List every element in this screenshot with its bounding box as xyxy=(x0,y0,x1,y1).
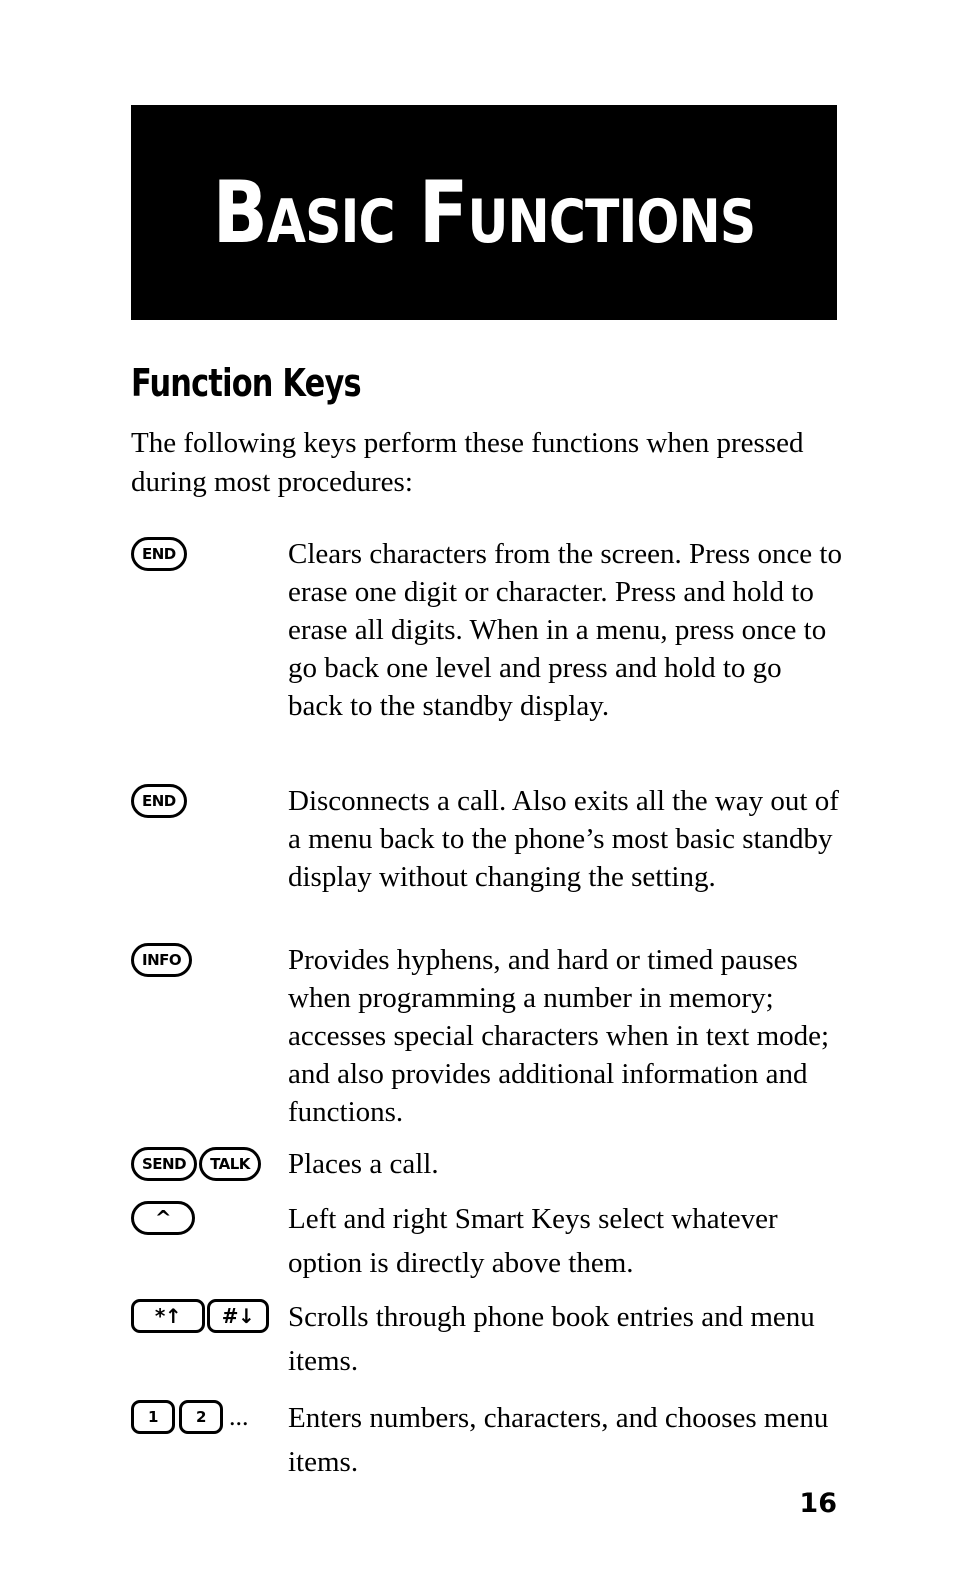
pound-down-key-icon: #↓ xyxy=(207,1299,269,1333)
key-icons xyxy=(131,1147,261,1181)
key-icons xyxy=(131,537,187,571)
key-icons xyxy=(131,1299,269,1333)
end-key-icon: END xyxy=(131,537,187,571)
key-description: Left and right Smart Keys select whatever option is directly above them. xyxy=(288,1203,778,1279)
key-icons xyxy=(131,784,187,818)
key-icons xyxy=(131,943,192,977)
chapter-title: Basic Functions xyxy=(212,163,756,263)
section-heading: Function Keys xyxy=(131,361,361,405)
caret-up-icon: ^ xyxy=(154,1206,172,1230)
key-description: Provides hyphens, and hard or timed pauses when programming a number in memory; accesses special characters when in text mode; and also provides additional information and functions. xyxy=(288,944,830,1128)
smart-key-icon xyxy=(131,1201,195,1235)
star-up-key-icon: *↑ xyxy=(131,1299,205,1333)
key-description: Disconnects a call. Also exits all the way out of a menu back to the phone’s most basic standby display without changing the setting. xyxy=(288,785,839,893)
number-two-key-icon: 2 xyxy=(179,1400,223,1434)
chapter-banner xyxy=(131,105,837,320)
key-icons xyxy=(131,1201,195,1235)
talk-key-icon: TALK xyxy=(199,1147,261,1181)
ellipsis: ... xyxy=(229,1402,249,1431)
key-description: Scrolls through phone book entries and menu items. xyxy=(288,1301,815,1377)
key-description: Clears characters from the screen. Press once to erase one digit or character. Press and hold to erase all digits. When in a menu, press once to go back one level and press and hold to go back to the standby display. xyxy=(288,538,842,722)
section-intro: The following keys perform these functions when pressed during most procedures: xyxy=(131,427,804,498)
key-description: Places a call. xyxy=(288,1148,439,1180)
key-description: Enters numbers, characters, and chooses menu items. xyxy=(288,1402,829,1478)
info-key-icon: INFO xyxy=(131,943,192,977)
send-key-icon: SEND xyxy=(131,1147,197,1181)
key-icons xyxy=(131,1400,249,1434)
number-one-key-icon: 1 xyxy=(131,1400,175,1434)
page-number: 16 xyxy=(799,1488,837,1519)
end-key-icon: END xyxy=(131,784,187,818)
